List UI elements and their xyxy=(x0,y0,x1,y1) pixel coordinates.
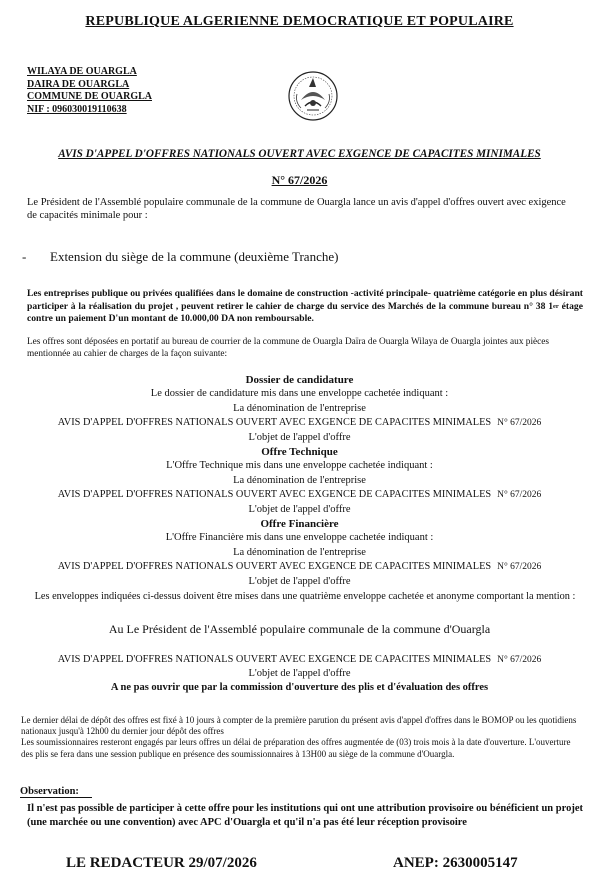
administration-block xyxy=(27,66,152,116)
objet-1: L'objet de l'appel d'offre xyxy=(248,432,351,443)
conditions-text-2: étage contre un paiement D'un montant de 10.000,00 DA non remboursable. xyxy=(27,300,583,324)
financiere-line: L'Offre Financière mis dans une enveloppe cachetée indiquant : xyxy=(165,532,434,543)
objet-2: L'objet de l'appel d'offre xyxy=(248,504,351,515)
conditions-paragraph xyxy=(27,288,583,326)
conditions-text-1: Les entreprises publique ou privées qualifiées dans le domaine de construction -activité principale- quatrième catégorie en plus désirant participer à la réalisation du projet , peuvent retirer le cahier de charge du service des Marchés de la commune bureau n° 38 1 xyxy=(27,288,583,312)
avis-repeat-2 xyxy=(0,489,599,500)
denomination-3: La dénomination de l'entreprise xyxy=(233,547,366,558)
intro-paragraph: Le Président de l'Assemblé populaire communale de la commune de Ouargla lance un avis d'appel d'offres ouvert avec exigence de capacités minimale pour : xyxy=(27,197,566,221)
avis-repeat-number-1: N° 67/2026 xyxy=(497,418,542,428)
avis-repeat-text-2: AVIS D'APPEL D'OFFRES NATIONALS OUVERT AVEC EXGENCE DE CAPACITES MINIMALES xyxy=(57,489,492,500)
commune-label: COMMUNE DE OUARGLA xyxy=(27,91,152,102)
delais-block xyxy=(21,715,583,760)
objet-4: L'objet de l'appel d'offre xyxy=(248,668,351,679)
conditions-superscript: er xyxy=(553,302,559,310)
wilaya-label: WILAYA DE OUARGLA xyxy=(27,66,137,77)
redacteur-label: LE REDACTEUR 29/07/2026 xyxy=(66,855,257,871)
nif-label: NIF : 096030019110638 xyxy=(27,103,127,115)
objet-3: L'objet de l'appel d'offre xyxy=(248,576,351,587)
avis-repeat-1 xyxy=(0,417,599,428)
engagement-text: Les soumissionnaires resteront engagés par leurs offres un délai de préparation des offres augmentée de (03) trois mois à la date d'ouverture. L'ouverture des plis se fera dans une session publique en présence des soumissionnaires à 13H00 au siège de la commune d'Ouargla. xyxy=(21,737,571,759)
national-emblem-icon xyxy=(287,70,339,122)
anep-label: ANEP: 2630005147 xyxy=(393,855,518,871)
avis-repeat-4 xyxy=(0,654,599,665)
ne-pas-ouvrir-line: A ne pas ouvrir que par la commission d'ouverture des plis et d'évaluation des offres xyxy=(110,682,489,693)
avis-repeat-text-3: AVIS D'APPEL D'OFFRES NATIONALS OUVERT AVEC EXGENCE DE CAPACITES MINIMALES xyxy=(57,561,492,572)
candidature-line: Le dossier de candidature mis dans une enveloppe cachetée indiquant : xyxy=(150,388,449,399)
technique-title: Offre Technique xyxy=(261,446,338,458)
delai-depot-text: Le dernier délai de dépôt des offres est fixé à 10 jours à compter de la première parution du présent avis d'appel d'offres dans le BOMOP ou les quotidiens nationaux jusqu'à 12h00 du dernier jour dépôt des offres xyxy=(21,715,577,737)
project-line xyxy=(22,249,338,265)
avis-repeat-number-3: N° 67/2026 xyxy=(497,562,542,572)
avis-repeat-text-4: AVIS D'APPEL D'OFFRES NATIONALS OUVERT AVEC EXGENCE DE CAPACITES MINIMALES xyxy=(57,654,492,665)
enveloppes-paragraph: Les enveloppes indiquées ci-dessus doivent être mises dans une quatrième enveloppe cachetée et anonyme comportant la mention : xyxy=(34,591,576,602)
candidature-title: Dossier de candidature xyxy=(245,374,354,386)
project-name: Extension du siège de la commune (deuxième Tranche) xyxy=(50,249,339,264)
depot-paragraph: Les offres sont déposées en portatif au bureau de courrier de la commune de Ouargla Daïra de Ouargla Wilaya de Ouargla jointes aux pièces mentionnée au cahier de charges de la façon suivante: xyxy=(27,337,550,359)
denomination-2: La dénomination de l'entreprise xyxy=(233,475,366,486)
avis-title: AVIS D'APPEL D'OFFRES NATIONALS OUVERT AVEC EXGENCE DE CAPACITES MINIMALES xyxy=(58,148,541,160)
observation-text: Il n'est pas possible de participer à cette offre pour les institutions qui ont une attribution provisoire ou bénéficient un projet (une marchée ou une convention) avec APC d'Ouargla et qu'il n'a pas été leur réception provisoire xyxy=(27,803,583,828)
avis-repeat-number-4: N° 67/2026 xyxy=(497,655,542,665)
financiere-title: Offre Financière xyxy=(260,518,339,530)
avis-repeat-3 xyxy=(0,561,599,572)
bullet-dash: - xyxy=(22,249,27,264)
republic-title: REPUBLIQUE ALGERIENNE DEMOCRATIQUE ET POPULAIRE xyxy=(85,14,514,29)
avis-repeat-number-2: N° 67/2026 xyxy=(497,490,542,500)
denomination-1: La dénomination de l'entreprise xyxy=(233,403,366,414)
technique-line: L'Offre Technique mis dans une enveloppe cachetée indiquant : xyxy=(166,460,433,471)
avis-number: N° 67/2026 xyxy=(271,173,328,187)
avis-repeat-text-1: AVIS D'APPEL D'OFFRES NATIONALS OUVERT AVEC EXGENCE DE CAPACITES MINIMALES xyxy=(57,417,492,428)
observation-label: Observation: xyxy=(20,786,92,798)
daira-label: DAIRA DE OUARGLA xyxy=(27,78,130,90)
president-line: Au Le Président de l'Assemblé populaire communale de la commune d'Ouargla xyxy=(108,622,491,636)
